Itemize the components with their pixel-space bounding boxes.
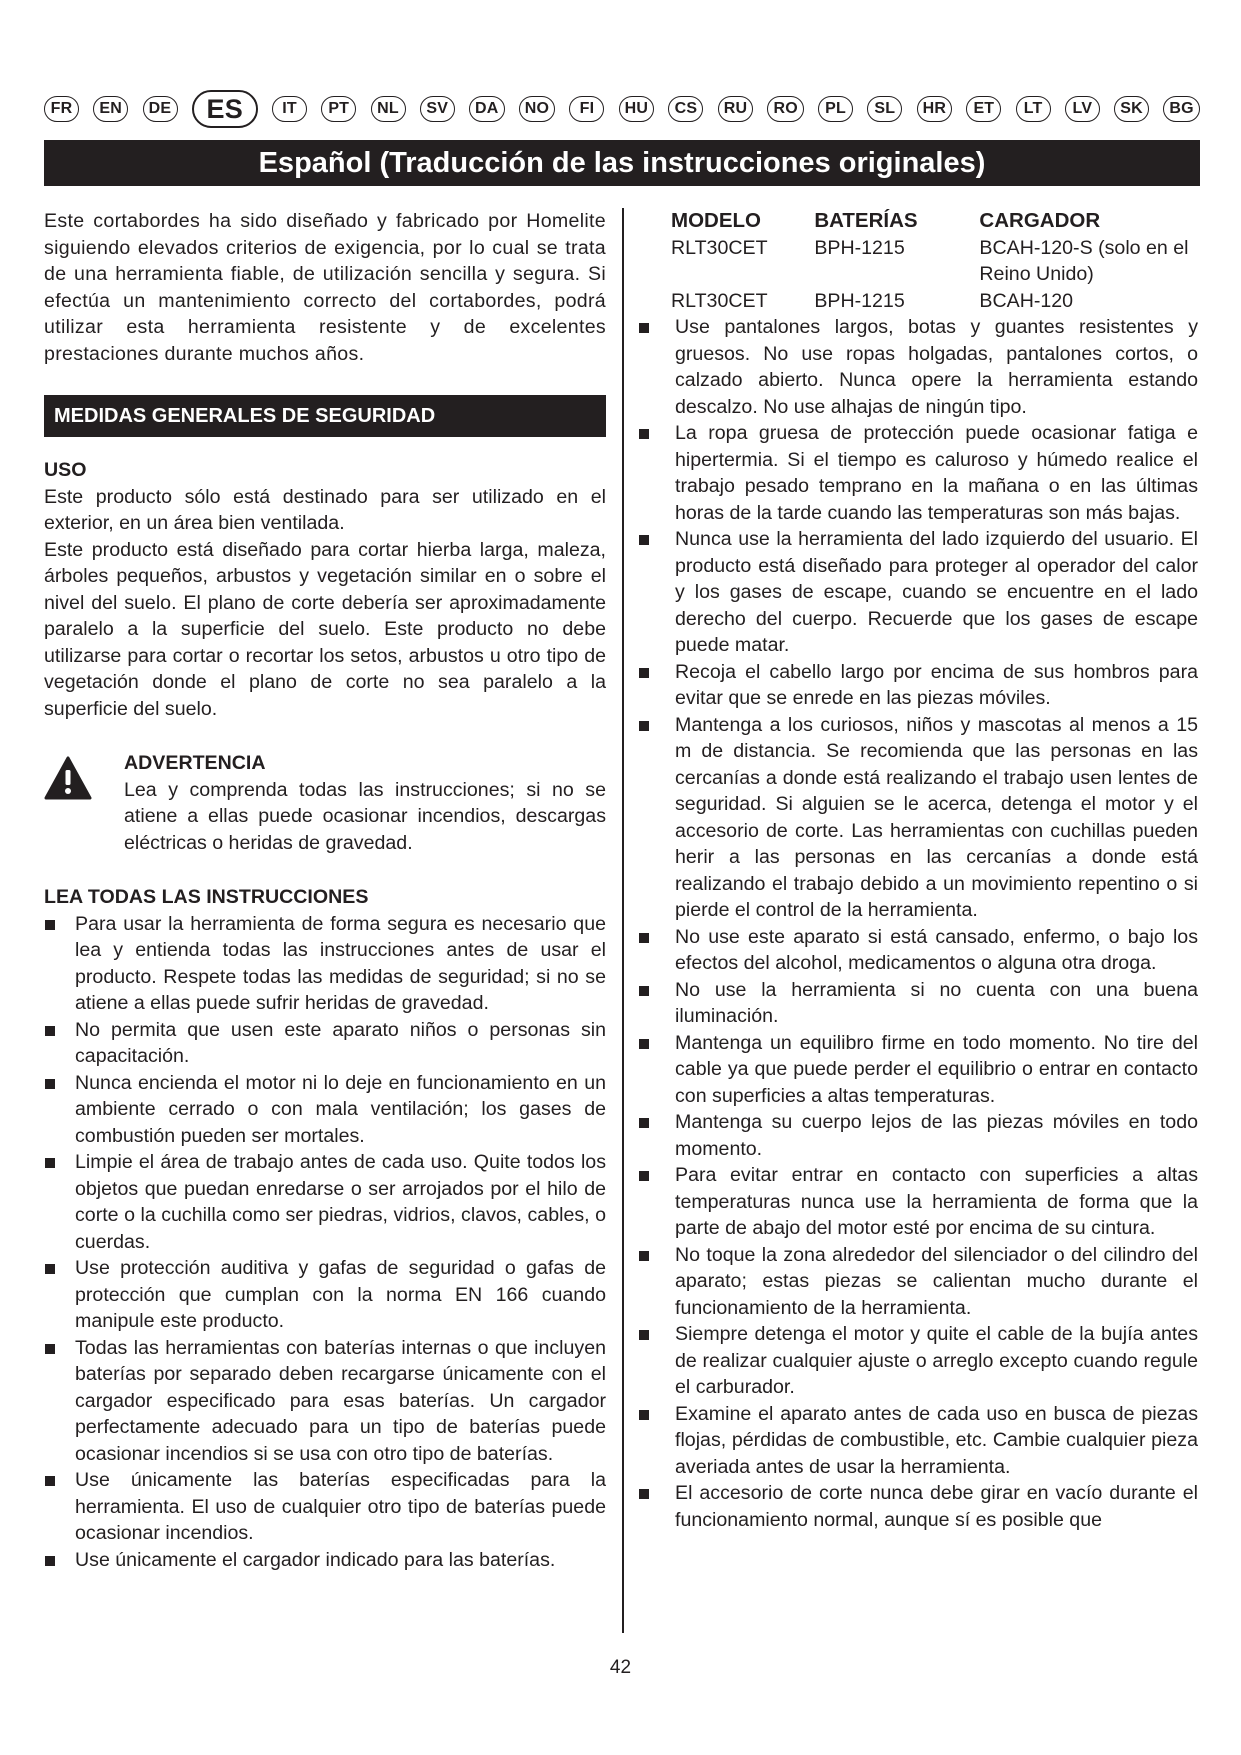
language-tab-cs[interactable]: CS xyxy=(668,96,703,122)
language-tab-en[interactable]: EN xyxy=(93,96,128,122)
model-table-cell: BCAH-120-S (solo en el Reino Unido) xyxy=(979,236,1189,285)
language-tab-sv[interactable]: SV xyxy=(420,96,455,122)
page-title-bar xyxy=(44,140,1200,186)
model-table-header: CARGADOR xyxy=(979,209,1101,232)
read-all-heading: LEA TODAS LAS INSTRUCCIONES xyxy=(44,886,369,908)
list-item: La ropa gruesa de protección puede ocasionar fatiga e hipertermia. Si el tiempo es caluroso y húmedo realice el trabajo pesado temprano en la mañana o en las últimas horas de la tarde cuando las temperaturas son más bajas. xyxy=(640,420,1198,526)
list-item: Mantenga un equilibro firme en todo momento. No tire del cable ya que puede perder el equilibrio o entrar en contacto con superficies a altas temperaturas. xyxy=(640,1030,1198,1110)
model-table-cell: RLT30CET xyxy=(671,236,768,259)
list-item: Para usar la herramienta de forma segura es necesario que lea y entienda todas las instrucciones antes de usar el producto. Respete todas las medidas de seguridad; si no se atiene a ellas puede sufrir heridas de gravedad. xyxy=(44,911,606,1017)
list-item: No use este aparato si está cansado, enfermo, o bajo los efectos del alcohol, medicamentos o alguna otra droga. xyxy=(640,924,1198,977)
list-item: Use únicamente el cargador indicado para las baterías. xyxy=(44,1547,606,1574)
list-item: Nunca encienda el motor ni lo deje en funcionamiento en un ambiente cerrado o con mala ventilación; los gases de combustión pueden ser mortales. xyxy=(44,1070,606,1150)
language-tab-ru[interactable]: RU xyxy=(718,96,754,122)
page-title: Español (Traducción de las instrucciones originales) xyxy=(258,146,986,179)
list-item: Use únicamente las baterías especificadas para la herramienta. El uso de cualquier otro tipo de baterías puede ocasionar incendios. xyxy=(44,1467,606,1547)
list-item: No use la herramienta si no cuenta con una buena iluminación. xyxy=(640,977,1198,1030)
uso-paragraph-1: Este producto sólo está destinado para ser utilizado en el exterior, en un área bien ventilada. xyxy=(44,485,606,534)
model-table-cell: BPH-1215 xyxy=(814,289,905,312)
intro-paragraph: Este cortabordes ha sido diseñado y fabricado por Homelite siguiendo elevados criterios de exigencia, por lo cual se trata de una herramienta fiable, de utilización sencilla y segura. Si efectúa un mantenimiento correcto del cortabordes, podrá utilizar esta herramienta resistente y de excelentes prestaciones durante muchos años. xyxy=(44,210,606,365)
right-column xyxy=(640,208,1198,1533)
language-tab-de[interactable]: DE xyxy=(143,96,178,122)
language-tab-pl[interactable]: PL xyxy=(818,96,853,122)
list-item: No permita que usen este aparato niños o personas sin capacitación. xyxy=(44,1017,606,1070)
language-tab-bg[interactable]: BG xyxy=(1163,96,1199,122)
uso-heading: USO xyxy=(44,459,87,481)
model-table-header: BATERÍAS xyxy=(814,209,918,232)
warning-triangle-icon xyxy=(44,750,124,856)
language-tab-sl[interactable]: SL xyxy=(867,96,902,122)
column-divider xyxy=(622,208,624,1633)
list-item: Examine el aparato antes de cada uso en busca de piezas flojas, pérdidas de combustible, etc. Cambie cualquier pieza averiada antes de usar la herramienta. xyxy=(640,1401,1198,1481)
language-tab-es[interactable]: ES xyxy=(192,90,258,128)
language-selector xyxy=(44,90,1200,128)
left-column xyxy=(44,208,606,1573)
model-table-cell: BPH-1215 xyxy=(814,236,905,259)
page-number: 42 xyxy=(609,1657,632,1678)
language-tab-nl[interactable]: NL xyxy=(371,96,406,122)
warning-text: Lea y comprenda todas las instrucciones; si no se atiene a ellas puede ocasionar incendios, descargas eléctricas o heridas de gravedad. xyxy=(124,778,606,854)
list-item: Nunca use la herramienta del lado izquierdo del usuario. El producto está diseñado para proteger al operador del calor y los gases de escape, cuando se encuentre en el lado derecho del cuerpo. Recuerde que los gases de escape puede matar. xyxy=(640,526,1198,659)
list-item: Mantenga su cuerpo lejos de las piezas móviles en todo momento. xyxy=(640,1109,1198,1162)
list-item: Mantenga a los curiosos, niños y mascotas al menos a 15 m de distancia. Se recomienda que las personas en las cercanías a donde está realizando el trabajo usen lentes de seguridad. Si alguien se le acerca, detenga el motor y el accesorio de corte. Las herramientas con cuchillas pueden herir a las personas en las cercanías a donde está realizando el trabajo debido a un movimiento repentino o si pierde el control de la herramienta. xyxy=(640,712,1198,924)
model-table-cell: RLT30CET xyxy=(671,289,768,312)
language-tab-et[interactable]: ET xyxy=(966,96,1001,122)
model-table xyxy=(671,208,1198,314)
warning-heading: ADVERTENCIA xyxy=(124,752,266,774)
list-item: Use protección auditiva y gafas de seguridad o gafas de protección que cumplan con la norma EN 166 cuando manipule este producto. xyxy=(44,1255,606,1335)
language-tab-ro[interactable]: RO xyxy=(767,96,803,122)
model-table-row xyxy=(671,235,1198,288)
language-tab-hu[interactable]: HU xyxy=(619,96,655,122)
model-table-header-row xyxy=(671,208,1198,235)
language-tab-fr[interactable]: FR xyxy=(44,96,79,122)
model-table-header: MODELO xyxy=(671,209,761,232)
language-tab-sk[interactable]: SK xyxy=(1114,96,1149,122)
language-tab-da[interactable]: DA xyxy=(469,96,505,122)
model-table-row xyxy=(671,288,1198,315)
language-tab-no[interactable]: NO xyxy=(519,96,555,122)
safety-list xyxy=(640,314,1198,1533)
list-item: Todas las herramientas con baterías internas o que incluyen baterías por separado deben recargarse únicamente con el cargador especificado para esas baterías. Un cargador perfectamente adecuado para un tipo de baterías puede ocasionar incendios si se usa con otro tipo de baterías. xyxy=(44,1335,606,1468)
list-item: Siempre detenga el motor y quite el cable de la bujía antes de realizar cualquier ajuste o arreglo excepto cuando regule el carburador. xyxy=(640,1321,1198,1401)
list-item: Use pantalones largos, botas y guantes resistentes y gruesos. No use ropas holgadas, pantalones cortos, o calzado abierto. Nunca opere la herramienta estando descalzo. No use alhajas de ningún tipo. xyxy=(640,314,1198,420)
list-item: Para evitar entrar en contacto con superficies a altas temperaturas nunca use la herramienta de forma que la parte de abajo del motor esté por encima de su cintura. xyxy=(640,1162,1198,1242)
list-item: Limpie el área de trabajo antes de cada uso. Quite todos los objetos que puedan enredarse o ser arrojados por el hilo de corte o la cuchilla como ser piedras, vidrios, clavos, cables, o cuerdas. xyxy=(44,1149,606,1255)
model-table-cell: BCAH-120 xyxy=(979,289,1074,312)
language-tab-hr[interactable]: HR xyxy=(917,96,953,122)
language-tab-lv[interactable]: LV xyxy=(1065,96,1100,122)
list-item: Recoja el cabello largo por encima de sus hombros para evitar que se enrede en las piezas móviles. xyxy=(640,659,1198,712)
list-item: No toque la zona alrededor del silenciador o del cilindro del aparato; estas piezas se calientan mucho durante el funcionamiento de la herramienta. xyxy=(640,1242,1198,1322)
language-tab-it[interactable]: IT xyxy=(272,96,307,122)
read-all-list xyxy=(44,911,606,1574)
language-tab-lt[interactable]: LT xyxy=(1016,96,1051,122)
warning-box xyxy=(44,750,606,856)
section-heading-safety: MEDIDAS GENERALES DE SEGURIDAD xyxy=(44,395,606,437)
list-item: El accesorio de corte nunca debe girar en vacío durante el funcionamiento normal, aunque sí es posible que xyxy=(640,1480,1198,1533)
language-tab-pt[interactable]: PT xyxy=(321,96,356,122)
language-tab-fi[interactable]: FI xyxy=(569,96,604,122)
uso-paragraph-2: Este producto está diseñado para cortar hierba larga, maleza, árboles pequeños, arbustos y vegetación similar en o sobre el nivel del suelo. El plano de corte debería ser aproximadamente paralelo a la superficie del suelo. Este producto no debe utilizarse para cortar o recortar los setos, arbustos u otro tipo de vegetación donde el plano de corte no sea paralelo a la superficie del suelo. xyxy=(44,538,606,720)
